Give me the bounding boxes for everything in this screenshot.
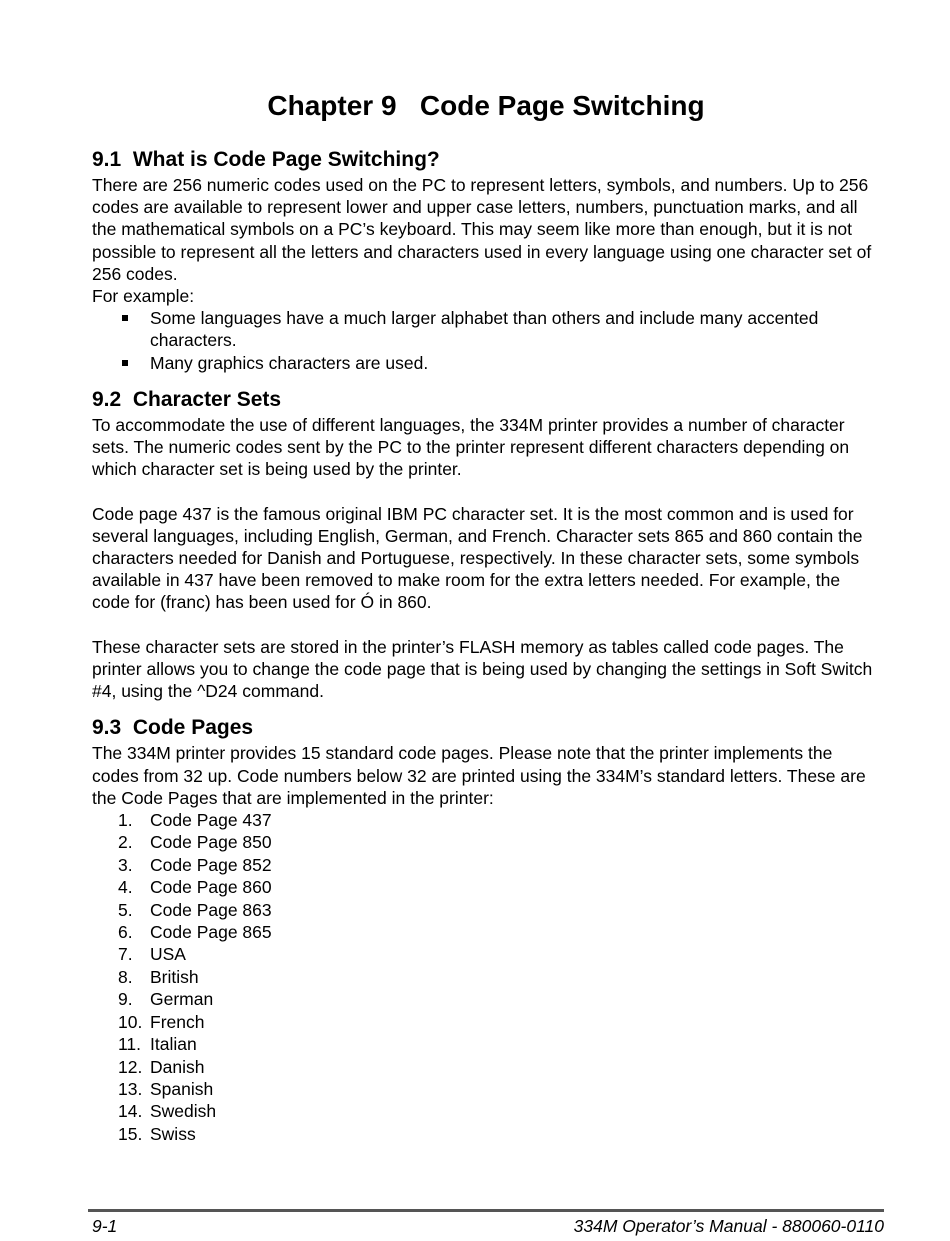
item-label: Code Page 850 (150, 832, 272, 853)
item-label: British (150, 966, 199, 987)
paragraph: To accommodate the use of different languages, the 334M printer provides a number of character sets. The numeric codes sent by the PC to the printer represent different characters depending on which character set is being used by the printer. (92, 414, 850, 480)
code-page-item (92, 921, 882, 943)
paragraph-spacer (92, 480, 882, 502)
chapter-title: Chapter 9 Code Page Switching (267, 90, 705, 121)
code-page-item (92, 1078, 882, 1100)
item-number: 13. (118, 1078, 143, 1099)
item-number: 9. (118, 989, 133, 1010)
item-number: 4. (118, 877, 133, 898)
item-label: USA (150, 944, 186, 965)
code-page-item (92, 1056, 882, 1078)
paragraph-spacer (92, 614, 882, 636)
footer-divider (88, 1209, 884, 1212)
item-number: 5. (118, 899, 133, 920)
footer-manual-title: 334M Operator’s Manual - 880060-0110 (573, 1216, 884, 1236)
paragraph: The 334M printer provides 15 standard code pages. Please note that the printer implements the codes from 32 up. Code numbers below 32 are printed using the 334M’s standard letters. These are the Code Pages that are implemented in the printer: (92, 743, 866, 808)
code-page-item (92, 988, 882, 1010)
item-label: Code Page 437 (150, 810, 272, 831)
code-page-item (92, 1011, 882, 1033)
item-label: Italian (150, 1034, 197, 1055)
bullet-text: Many graphics characters are used. (150, 352, 429, 373)
item-label: French (150, 1011, 205, 1032)
code-page-item (92, 899, 882, 921)
item-number: 14. (118, 1101, 143, 1122)
item-number: 8. (118, 966, 133, 987)
page-content (92, 146, 882, 1145)
paragraph: There are 256 numeric codes used on the PC to represent letters, symbols, and numbers. Up to 256 codes are available to represent lower and upper case letters, numbers, punctuation marks, and all the mathematical symbols on a PC’s keyboard. This may seem like more than enough, but it is not possible to represent all the letters and characters used in every language using one character set of 256 codes. (92, 175, 872, 284)
code-page-item (92, 1123, 882, 1145)
item-label: Code Page 863 (150, 899, 272, 920)
paragraph: Code page 437 is the famous original IBM PC character set. It is the most common and is used for several languages, including English, German, and French. Character sets 865 and 860 contain the characters needed for Danish and Portuguese, respectively. In these character sets, some symbols available in 437 have been removed to make room for the extra letters needed. For example, the code for (franc) has been used for Ó in 860. (92, 503, 863, 613)
item-number: 7. (118, 944, 133, 965)
item-label: Code Page 865 (150, 922, 272, 943)
item-label: Swiss (150, 1123, 196, 1144)
code-page-item (92, 809, 882, 831)
item-label: German (150, 989, 214, 1010)
bullet-item (92, 307, 882, 351)
footer-page-number: 9-1 (92, 1216, 118, 1236)
item-label: Swedish (150, 1101, 217, 1122)
square-bullet-icon (122, 360, 128, 366)
code-page-item (92, 854, 882, 876)
item-number: 1. (118, 810, 133, 831)
item-number: 11. (118, 1034, 142, 1055)
section-what-is-code-page-switching (92, 146, 882, 374)
bullet-text: Some languages have a much larger alphabet than others and include many accented characters. (150, 308, 819, 351)
item-label: Code Page 860 (150, 877, 272, 898)
item-label: Danish (150, 1056, 205, 1077)
paragraph: These character sets are stored in the printer’s FLASH memory as tables called code pages. The printer allows you to change the code page that is being used by changing the settings in Soft Switch #4, using the ^D24 command. (92, 636, 873, 702)
item-number: 10. (118, 1011, 143, 1032)
bullet-item (92, 352, 882, 374)
section-heading: 9.2 Character Sets (92, 387, 282, 411)
code-page-item (92, 966, 882, 988)
section-heading: 9.1 What is Code Page Switching? (92, 148, 440, 171)
code-page-list (92, 809, 882, 1145)
item-label: Spanish (150, 1078, 214, 1099)
paragraph: For example: (92, 286, 195, 307)
code-page-item (92, 876, 882, 898)
section-character-sets (92, 386, 882, 703)
square-bullet-icon (122, 315, 128, 321)
bullet-list (92, 307, 882, 374)
item-number: 15. (118, 1123, 143, 1144)
code-page-item (92, 943, 882, 965)
item-label: Code Page 852 (150, 854, 272, 875)
code-page-item (92, 1033, 882, 1055)
item-number: 3. (118, 854, 133, 875)
section-heading: 9.3 Code Pages (92, 716, 254, 740)
code-page-item (92, 1100, 882, 1122)
item-number: 12. (118, 1056, 143, 1077)
item-number: 6. (118, 922, 133, 943)
code-page-item (92, 831, 882, 853)
item-number: 2. (118, 832, 133, 853)
section-code-pages (92, 714, 882, 1145)
